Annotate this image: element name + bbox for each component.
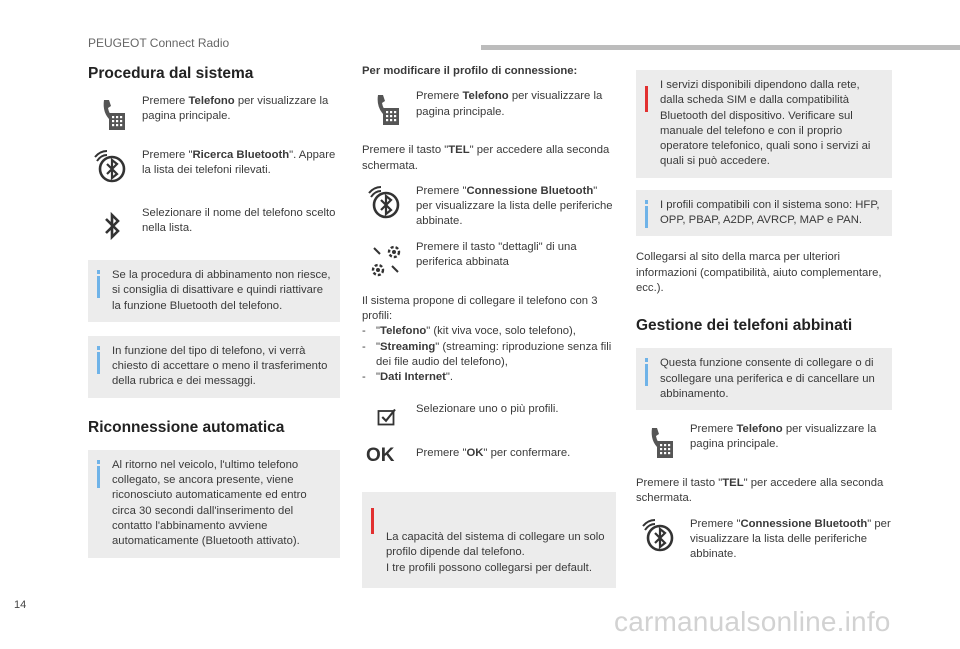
list-item: - "Telefono" (kit viva voce, solo telefono), (362, 324, 616, 339)
info-note: Al ritorno nel veicolo, l'ultimo telefono collegato, se ancora presente, viene riconosciuto automaticamente ed entro circa 30 secondi dall'inserimento del contatto l'abbinamento avviene automaticamente (Bluetooth attivato). (88, 450, 340, 558)
step-ricerca-bluetooth: Premere "Ricerca Bluetooth". Appare la lista dei telefoni rilevati. (88, 148, 340, 192)
subheading: Per modificare il profilo di connessione: (362, 65, 578, 77)
bluetooth-search-icon (366, 184, 406, 224)
column-3 (636, 70, 892, 563)
bluetooth-search-icon (640, 517, 680, 557)
list-item: - "Dati Internet". (362, 370, 616, 385)
profile-list (362, 324, 616, 385)
checkbox-icon (366, 402, 406, 432)
phone-icon (640, 422, 680, 462)
info-note: In funzione del tipo di telefono, vi verrà chiesto di accettare o meno il trasferimento della rubrica e dei messaggi. (88, 336, 340, 398)
page-number: 14 (14, 599, 27, 611)
gear-icon (366, 240, 406, 280)
list-item: - "Streaming" (streaming: riproduzione senza fili dei file audio del telefono), (362, 340, 616, 371)
step-dettagli: Premere il tasto "dettagli" di una periferica abbinata (362, 240, 616, 284)
info-note: Questa funzione consente di collegare o di scollegare una periferica e di cancellare un abbinamento. (636, 348, 892, 410)
header-bar (481, 45, 960, 50)
step-connessione-bluetooth: Premere "Connessione Bluetooth" per visualizzare la lista delle periferiche abbinate. (362, 184, 616, 230)
column-1 (88, 64, 340, 558)
paragraph: Premere il tasto "TEL" per accedere alla seconda schermata. (636, 477, 884, 505)
running-header: PEUGEOT Connect Radio (88, 36, 230, 50)
warning-note: La capacità del sistema di collegare un solo profilo dipende dal telefono. I tre profili possono collegarsi per default. (362, 492, 616, 588)
step-press-telefono: Premere Telefono per visualizzare la pagina principale. (88, 94, 340, 138)
section-heading: Procedura dal sistema (88, 65, 254, 82)
section-heading: Riconnessione automatica (88, 418, 285, 436)
phone-icon (92, 94, 132, 134)
step-select-phone: Selezionare il nome del telefono scelto nella lista. (88, 206, 340, 250)
step-press-telefono: Premere Telefono per visualizzare la pagina principale. (362, 89, 616, 133)
warning-note: I servizi disponibili dipendono dalla rete, dalla scheda SIM e dalla compatibilità Bluetooth del dispositivo. Verificare sul manuale del telefono e con il proprio operatore telefonico, quali sono i servizi ai quali si può accedere. (636, 70, 892, 178)
info-note: Se la procedura di abbinamento non riesce, si consiglia di disattivare e quindi riattivare la funzione Bluetooth del telefono. (88, 260, 340, 322)
watermark: carmanualsonline.info (614, 606, 891, 637)
paragraph: Il sistema propone di collegare il telefono con 3 profili: (362, 294, 598, 323)
ok-icon: OK (366, 444, 395, 466)
column-2 (362, 64, 616, 588)
section-heading: Gestione dei telefoni abbinati (636, 317, 853, 335)
paragraph: Collegarsi al sito della marca per ulteriori informazioni (compatibilità, aiuto complementare, ecc.). (636, 251, 882, 294)
step-press-ok: OK Premere "OK" per confermare. (366, 444, 571, 466)
bluetooth-search-icon (92, 148, 132, 188)
info-note: I profili compatibili con il sistema sono: HFP, OPP, PBAP, A2DP, AVRCP, MAP e PAN. (636, 190, 892, 237)
paragraph: Premere il tasto "TEL" per accedere alla seconda schermata. (362, 144, 610, 172)
step-press-telefono: Premere Telefono per visualizzare la pagina principale. (636, 422, 892, 466)
step-connessione-bluetooth: Premere "Connessione Bluetooth" per visualizzare la lista delle periferiche abbinate. (636, 517, 892, 563)
bluetooth-icon (92, 206, 132, 246)
phone-icon (366, 89, 406, 129)
step-select-profiles: Selezionare uno o più profili. (362, 402, 616, 436)
